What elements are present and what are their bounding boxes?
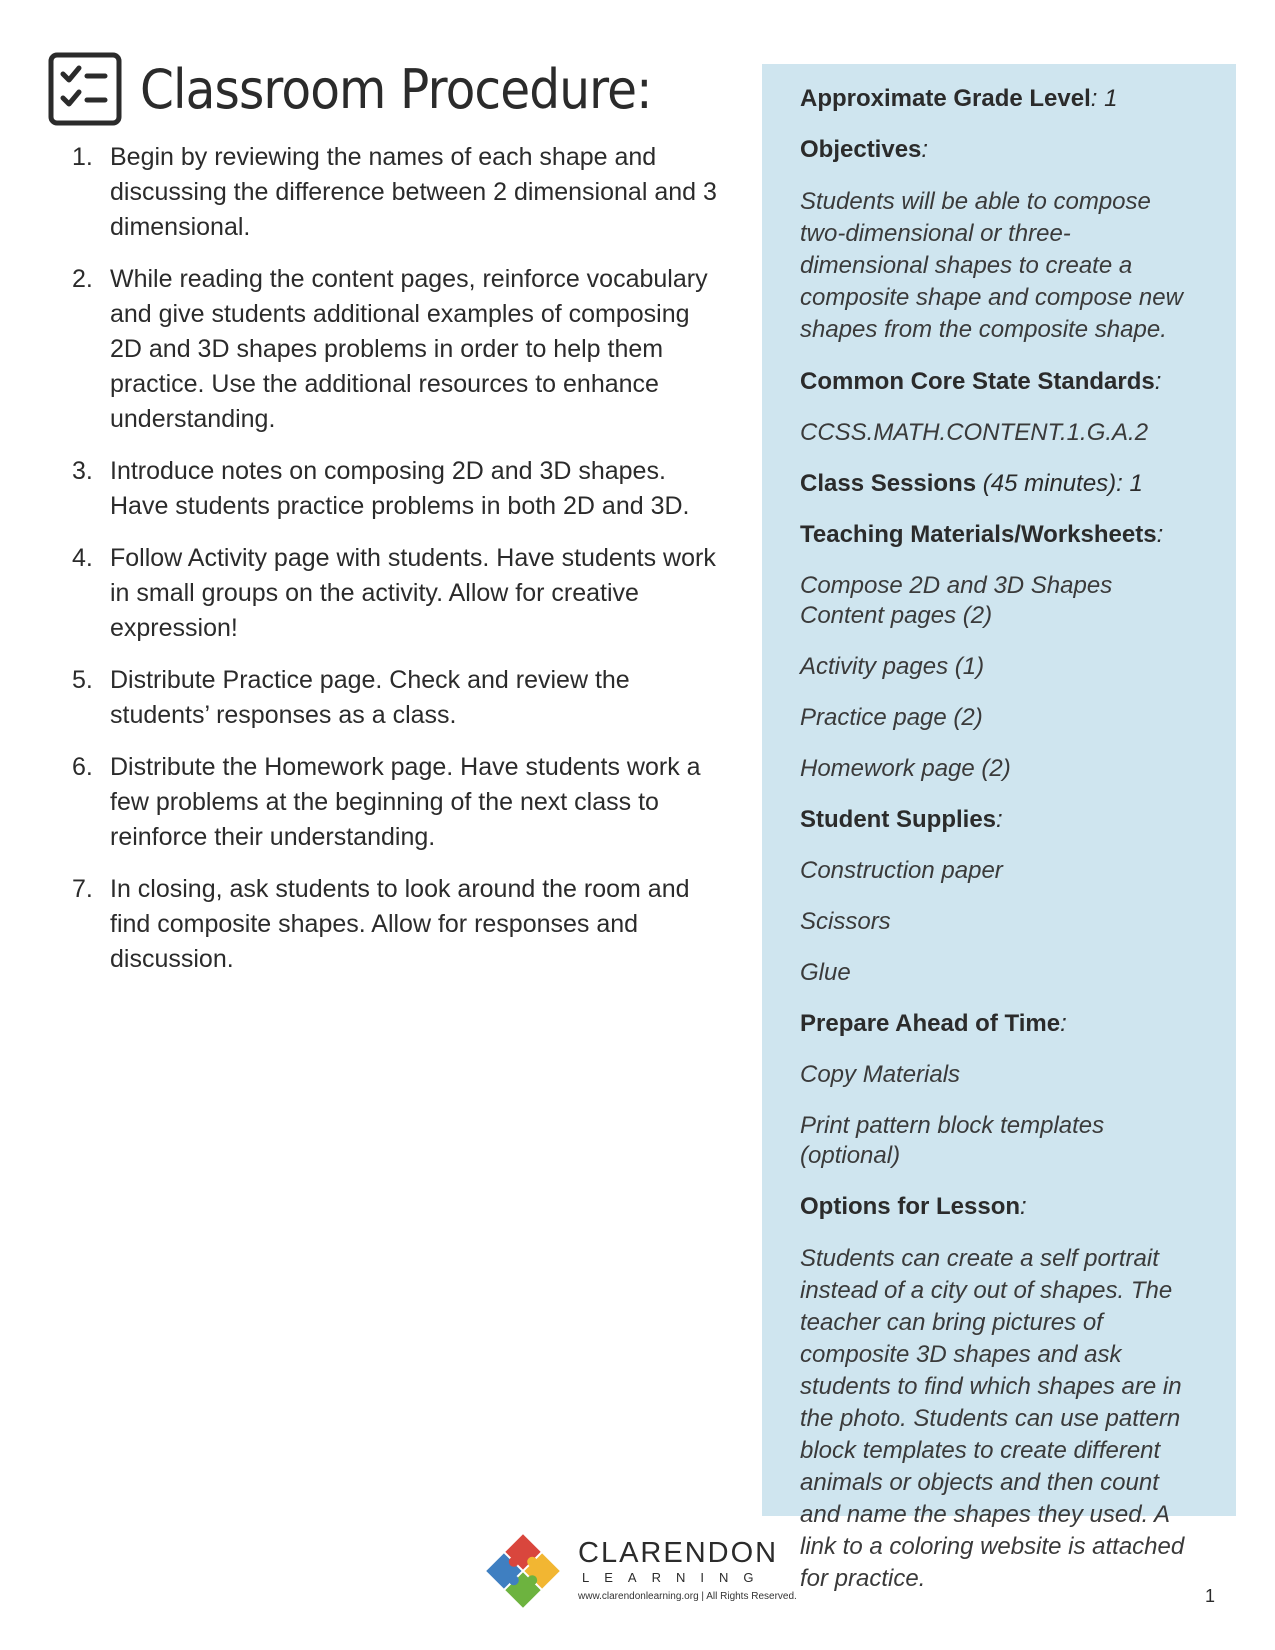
- step-text: While reading the content pages, reinforce vocabulary and give students additional examples of composing 2D and 3D shapes problems in order to help them practice. Use the additional resources to enhance understanding.: [110, 265, 708, 433]
- step-number: 4.: [72, 544, 93, 572]
- step-text: Follow Activity page with students. Have students work in small groups on the activity. Allow for creative expression!: [110, 544, 716, 642]
- step-text: In closing, ask students to look around the room and find composite shapes. Allow for responses and discussion.: [110, 875, 690, 973]
- prepare-item: Copy Materials: [800, 1061, 961, 1088]
- step-text: Distribute Practice page. Check and review the students’ responses as a class.: [110, 666, 630, 729]
- class-sessions-label: Class Sessions: [800, 470, 977, 497]
- grade-level-value: : 1: [1090, 85, 1118, 112]
- procedure-step: [72, 454, 727, 524]
- brand-url: www.clarendonlearning.org | All Rights Reserved.: [578, 1591, 797, 1602]
- step-number: 6.: [72, 753, 93, 781]
- checklist-icon: [48, 52, 122, 126]
- options-heading: Options for Lesson:: [800, 1193, 1027, 1220]
- procedure-step: [72, 262, 727, 437]
- procedure-step: [72, 541, 727, 646]
- procedure-step: [72, 750, 727, 855]
- grade-level-label: Approximate Grade Level: [800, 85, 1091, 112]
- objectives-text: Students will be able to compose two-dimensional or three-dimensional shapes to create a composite shape and compose new shapes from the composite shape.: [800, 188, 1183, 343]
- standards-heading: Common Core State Standards:: [800, 368, 1162, 395]
- procedure-step: [72, 872, 727, 977]
- step-text: Begin by reviewing the names of each shape and discussing the difference between 2 dimensional and 3 dimensional.: [110, 143, 717, 241]
- material-item: Homework page (2): [800, 755, 1011, 782]
- standards-value: CCSS.MATH.CONTENT.1.G.A.2: [800, 419, 1149, 446]
- step-number: 1.: [72, 143, 93, 171]
- step-number: 2.: [72, 265, 93, 293]
- materials-heading: Teaching Materials/Worksheets:: [800, 521, 1164, 548]
- step-text: Distribute the Homework page. Have students work a few problems at the beginning of the next class to reinforce their understanding.: [110, 753, 701, 851]
- page-number: 1: [1205, 1586, 1216, 1606]
- objectives-heading: Objectives:: [800, 136, 929, 163]
- supply-item: Glue: [800, 959, 851, 986]
- supplies-heading: Student Supplies:: [800, 806, 1003, 833]
- prepare-item: Print pattern block templates (optional): [800, 1112, 1105, 1169]
- page-title: Classroom Procedure:: [140, 57, 652, 121]
- procedure-list: [72, 140, 727, 994]
- supply-item: Scissors: [800, 908, 891, 935]
- footer-brand: [482, 1530, 797, 1612]
- step-number: 5.: [72, 666, 93, 694]
- material-item: Activity pages (1): [800, 653, 985, 680]
- step-number: 3.: [72, 457, 93, 485]
- supply-item: Construction paper: [800, 857, 1003, 884]
- brand-block: [578, 1537, 797, 1605]
- class-sessions-heading: [800, 469, 1196, 499]
- prepare-heading: Prepare Ahead of Time:: [800, 1010, 1067, 1037]
- step-number: 7.: [72, 875, 93, 903]
- options-text: Students can create a self portrait instead of a city out of shapes. The teacher can bring pictures of composite 3D shapes and ask students to find which shapes are in the photo. Students can use pattern block templates to create different animals or objects and then count and name the shapes they used. A link to a coloring website is attached for practice.: [800, 1245, 1185, 1592]
- procedure-step: [72, 663, 727, 733]
- page-header: [48, 52, 708, 126]
- class-sessions-value: (45 minutes): 1: [976, 470, 1143, 497]
- lesson-info-sidebar: [762, 64, 1236, 1592]
- grade-level-heading: [800, 84, 1196, 114]
- material-item: Compose 2D and 3D Shapes Content pages (2): [800, 572, 1113, 629]
- brand-name: CLARENDON: [578, 1537, 779, 1569]
- material-item: Practice page (2): [800, 704, 983, 731]
- procedure-step: [72, 140, 727, 245]
- brand-subtitle: LEARNING: [582, 1570, 769, 1585]
- puzzle-logo-icon: [482, 1530, 564, 1612]
- step-text: Introduce notes on composing 2D and 3D shapes. Have students practice problems in both 2D and 3D.: [110, 457, 690, 520]
